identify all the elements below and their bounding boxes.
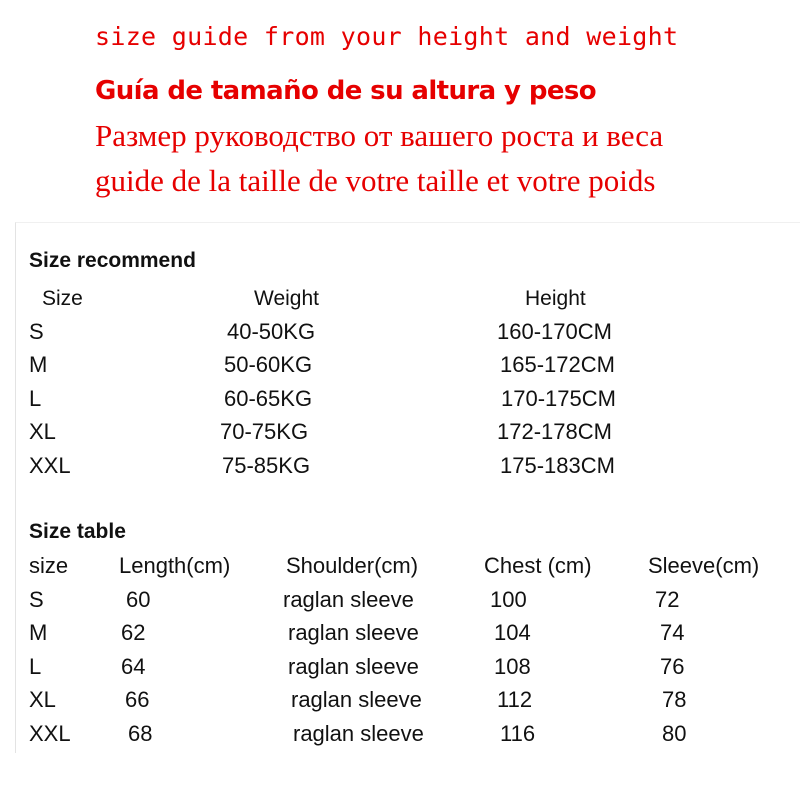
table-cell-size: M <box>29 620 48 645</box>
table-cell-sleeve: 74 <box>660 620 685 645</box>
table-cell-chest: 112 <box>497 687 533 712</box>
table-cell-size: XL <box>29 687 56 712</box>
table-header-length: Length(cm) <box>119 553 231 578</box>
table-cell-sleeve: 78 <box>662 687 687 712</box>
recommend-row-size: S <box>29 319 44 344</box>
table-cell-sleeve: 76 <box>660 654 685 679</box>
table-cell-chest: 104 <box>494 620 531 645</box>
recommend-row-weight: 75-85KG <box>222 453 311 478</box>
table-header-chest: Chest (cm) <box>484 553 592 578</box>
heading-spanish: Guía de tamaño de su altura y peso <box>95 76 597 106</box>
recommend-header-height: Height <box>525 287 586 310</box>
size-recommend-title: Size recommend <box>29 249 196 272</box>
recommend-row-height: 170-175CM <box>501 386 616 411</box>
table-cell-length: 68 <box>128 721 153 746</box>
recommend-row-height: 165-172CM <box>500 352 615 377</box>
table-cell-length: 60 <box>126 587 151 612</box>
recommend-row-size: L <box>29 386 42 411</box>
table-cell-length: 64 <box>121 654 146 679</box>
table-cell-sleeve: 80 <box>662 721 687 746</box>
table-header-sleeve: Sleeve(cm) <box>648 553 760 578</box>
table-cell-shoulder: raglan sleeve <box>291 687 422 712</box>
heading-english: size guide from your height and weight <box>95 22 679 51</box>
table-header-size: size <box>29 553 69 578</box>
recommend-row-height: 175-183CM <box>500 453 615 478</box>
size-table-title: Size table <box>29 520 126 543</box>
recommend-row-size: XXL <box>29 453 71 478</box>
table-cell-shoulder: raglan sleeve <box>293 721 424 746</box>
table-cell-size: S <box>29 587 44 612</box>
recommend-row-weight: 50-60KG <box>224 352 313 377</box>
recommend-row-weight: 60-65KG <box>224 386 313 411</box>
recommend-row-weight: 40-50KG <box>227 319 316 344</box>
recommend-header-weight: Weight <box>254 287 319 310</box>
table-cell-length: 66 <box>125 687 150 712</box>
recommend-header-size: Size <box>42 287 83 310</box>
table-cell-shoulder: raglan sleeve <box>288 620 419 645</box>
recommend-row-height: 172-178CM <box>497 419 612 444</box>
recommend-row-weight: 70-75KG <box>220 419 309 444</box>
table-cell-shoulder: raglan sleeve <box>288 654 419 679</box>
table-cell-chest: 116 <box>500 721 536 746</box>
table-cell-size: XXL <box>29 721 71 746</box>
recommend-row-size: XL <box>29 419 56 444</box>
table-cell-chest: 108 <box>494 654 531 679</box>
recommend-row-height: 160-170CM <box>497 319 612 344</box>
table-cell-size: L <box>29 654 42 679</box>
table-header-shoulder: Shoulder(cm) <box>286 553 419 578</box>
recommend-row-size: M <box>29 352 48 377</box>
table-cell-shoulder: raglan sleeve <box>283 587 414 612</box>
heading-french: guide de la taille de votre taille et votre poids <box>95 163 656 198</box>
heading-russian: Размер руководство от вашего роста и веса <box>95 118 664 153</box>
table-cell-sleeve: 72 <box>655 587 680 612</box>
table-cell-length: 62 <box>121 620 146 645</box>
table-cell-chest: 100 <box>490 587 527 612</box>
